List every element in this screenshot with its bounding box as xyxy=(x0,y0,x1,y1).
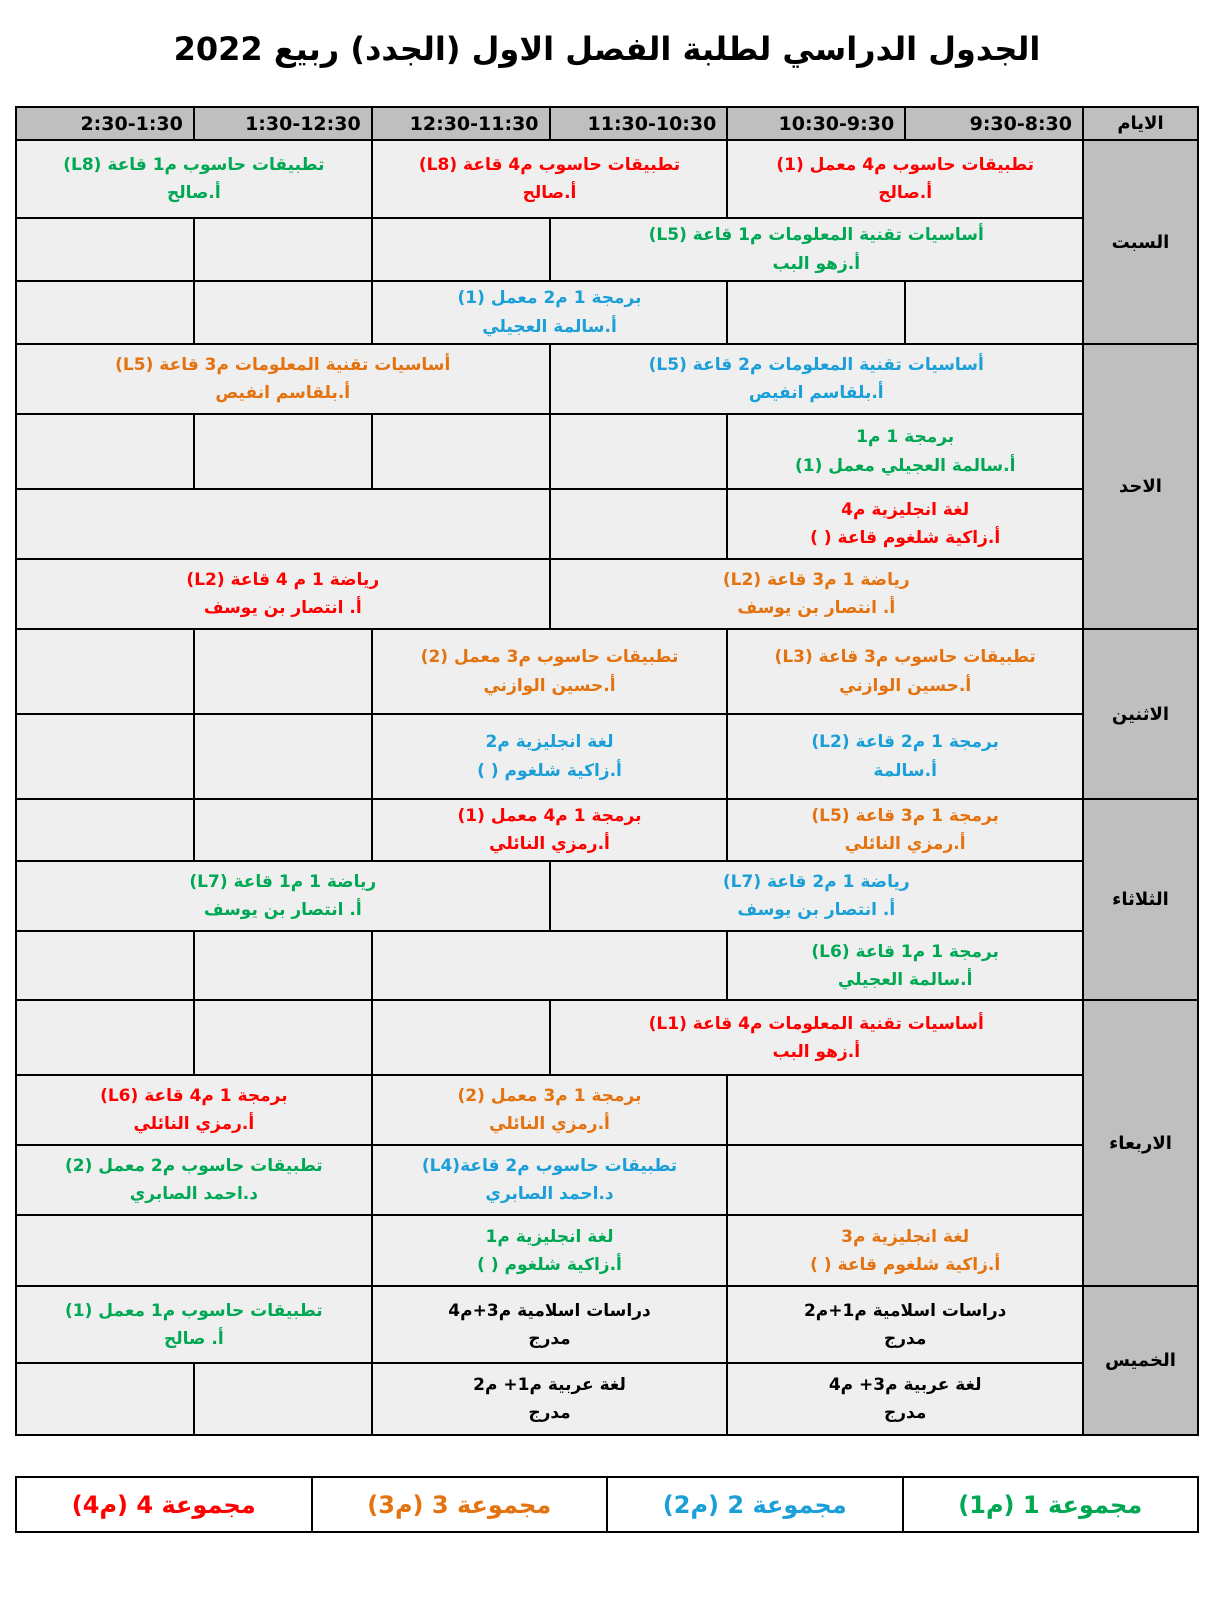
class-cell: تطبيقات حاسوب م1 معمل (1) أ. صالح xyxy=(16,1286,372,1363)
schedule-row xyxy=(16,140,1198,218)
class-cell: برمجة 1 م1 أ.سالمة العجيلي معمل (1) xyxy=(727,414,1083,489)
schedule-row xyxy=(16,1145,1198,1215)
class-cell: برمجة 1 م3 قاعة (L5) أ.رمزي النائلي xyxy=(727,799,1083,861)
empty-cell xyxy=(16,218,194,281)
time-slot-header: 2:30-1:30 xyxy=(16,107,194,140)
empty-cell xyxy=(905,281,1083,344)
legend-item: مجموعة 1 (م1) xyxy=(903,1477,1199,1532)
empty-cell xyxy=(16,281,194,344)
empty-cell xyxy=(16,931,194,1000)
class-cell: لغة عربية م1+ م2 مدرج xyxy=(372,1363,728,1435)
page-title: الجدول الدراسي لطلبة الفصل الاول (الجدد) ربيع 2022 xyxy=(173,30,1041,68)
schedule-row xyxy=(16,344,1198,414)
empty-cell xyxy=(194,1363,372,1435)
schedule-row xyxy=(16,559,1198,629)
empty-cell xyxy=(194,799,372,861)
class-cell: لغة انجليزية م2 أ.زاكية شلغوم ( ) xyxy=(372,714,728,799)
class-cell: رياضة 1 م1 قاعة (L7) أ. انتصار بن يوسف xyxy=(16,861,550,931)
time-slot-header: 11:30-10:30 xyxy=(550,107,728,140)
class-cell: دراسات اسلامية م3+م4 مدرج xyxy=(372,1286,728,1363)
class-cell: تطبيقات حاسوب م3 معمل (2) أ.حسين الوازني xyxy=(372,629,728,714)
class-cell: برمجة 1 م4 معمل (1) أ.رمزي النائلي xyxy=(372,799,728,861)
class-cell: أساسيات تقنية المعلومات م3 قاعة (L5) أ.بلقاسم انفيص xyxy=(16,344,550,414)
class-cell: برمجة 1 م3 معمل (2) أ.رمزي النائلي xyxy=(372,1075,728,1145)
class-cell: تطبيقات حاسوب م3 قاعة (L3) أ.حسين الوازني xyxy=(727,629,1083,714)
schedule-row xyxy=(16,281,1198,344)
empty-cell xyxy=(727,1075,1083,1145)
empty-cell xyxy=(550,489,728,559)
class-cell: تطبيقات حاسوب م4 قاعة (L8) أ.صالح xyxy=(372,140,728,218)
schedule-table xyxy=(15,106,1199,1436)
empty-cell xyxy=(194,629,372,714)
time-slot-header: 10:30-9:30 xyxy=(727,107,905,140)
class-cell: رياضة 1 م2 قاعة (L7) أ. انتصار بن يوسف xyxy=(550,861,1083,931)
empty-cell xyxy=(372,931,728,1000)
day-cell: الثلاثاء xyxy=(1083,799,1198,1000)
time-slot-header: 1:30-12:30 xyxy=(194,107,372,140)
header-row xyxy=(16,107,1198,140)
empty-cell xyxy=(194,931,372,1000)
schedule-row xyxy=(16,861,1198,931)
schedule-row xyxy=(16,1075,1198,1145)
empty-cell xyxy=(550,414,728,489)
legend-row xyxy=(16,1477,1198,1532)
empty-cell xyxy=(16,1363,194,1435)
class-cell: أساسيات تقنية المعلومات م2 قاعة (L5) أ.بلقاسم انفيص xyxy=(550,344,1083,414)
legend-table xyxy=(15,1476,1199,1533)
schedule-row xyxy=(16,414,1198,489)
schedule-row xyxy=(16,218,1198,281)
class-cell: أساسيات تقنية المعلومات م1 قاعة (L5) أ.زهو البب xyxy=(550,218,1083,281)
time-slot-header: 12:30-11:30 xyxy=(372,107,550,140)
empty-cell xyxy=(16,489,550,559)
day-cell: السبت xyxy=(1083,140,1198,344)
legend-item: مجموعة 3 (م3) xyxy=(312,1477,608,1532)
day-cell: الاربعاء xyxy=(1083,1000,1198,1286)
class-cell: برمجة 1 م1 قاعة (L6) أ.سالمة العجيلي xyxy=(727,931,1083,1000)
class-cell: تطبيقات حاسوب م2 قاعة(L4) د.احمد الصابري xyxy=(372,1145,728,1215)
class-cell: تطبيقات حاسوب م4 معمل (1) أ.صالح xyxy=(727,140,1083,218)
class-cell: برمجة 1 م2 معمل (1) أ.سالمة العجيلي xyxy=(372,281,728,344)
empty-cell xyxy=(372,218,550,281)
empty-cell xyxy=(372,414,550,489)
schedule-row xyxy=(16,1000,1198,1075)
empty-cell xyxy=(194,714,372,799)
empty-cell xyxy=(372,1000,550,1075)
empty-cell xyxy=(727,1145,1083,1215)
schedule-row xyxy=(16,799,1198,861)
legend-item: مجموعة 4 (م4) xyxy=(16,1477,312,1532)
class-cell: دراسات اسلامية م1+م2 مدرج xyxy=(727,1286,1083,1363)
days-column-header: الايام xyxy=(1083,107,1198,140)
empty-cell xyxy=(16,1215,372,1286)
class-cell: أساسيات تقنية المعلومات م4 قاعة (L1) أ.زهو البب xyxy=(550,1000,1083,1075)
empty-cell xyxy=(16,414,194,489)
legend-item: مجموعة 2 (م2) xyxy=(607,1477,903,1532)
schedule-row xyxy=(16,489,1198,559)
class-cell: تطبيقات حاسوب م2 معمل (2) د.احمد الصابري xyxy=(16,1145,372,1215)
class-cell: لغة انجليزية م4 أ.زاكية شلغوم قاعة ( ) xyxy=(727,489,1083,559)
schedule-row xyxy=(16,1363,1198,1435)
day-cell: الاثنين xyxy=(1083,629,1198,799)
empty-cell xyxy=(194,218,372,281)
schedule-row xyxy=(16,1286,1198,1363)
day-cell: الخميس xyxy=(1083,1286,1198,1435)
schedule-row xyxy=(16,714,1198,799)
empty-cell xyxy=(16,629,194,714)
empty-cell xyxy=(16,714,194,799)
empty-cell xyxy=(194,1000,372,1075)
class-cell: لغة انجليزية م1 أ.زاكية شلغوم ( ) xyxy=(372,1215,728,1286)
class-cell: لغة عربية م3+ م4 مدرج xyxy=(727,1363,1083,1435)
empty-cell xyxy=(16,1000,194,1075)
empty-cell xyxy=(727,281,905,344)
class-cell: برمجة 1 م2 قاعة (L2) أ.سالمة xyxy=(727,714,1083,799)
schedule-row xyxy=(16,1215,1198,1286)
empty-cell xyxy=(194,414,372,489)
class-cell: تطبيقات حاسوب م1 قاعة (L8) أ.صالح xyxy=(16,140,372,218)
class-cell: لغة انجليزية م3 أ.زاكية شلغوم قاعة ( ) xyxy=(727,1215,1083,1286)
time-slot-header: 9:30-8:30 xyxy=(905,107,1083,140)
class-cell: رياضة 1 م3 قاعة (L2) أ. انتصار بن يوسف xyxy=(550,559,1083,629)
schedule-row xyxy=(16,629,1198,714)
empty-cell xyxy=(194,281,372,344)
day-cell: الاحد xyxy=(1083,344,1198,629)
class-cell: برمجة 1 م4 قاعة (L6) أ.رمزي النائلي xyxy=(16,1075,372,1145)
schedule-row xyxy=(16,931,1198,1000)
empty-cell xyxy=(16,799,194,861)
class-cell: رياضة 1 م 4 قاعة (L2) أ. انتصار بن يوسف xyxy=(16,559,550,629)
